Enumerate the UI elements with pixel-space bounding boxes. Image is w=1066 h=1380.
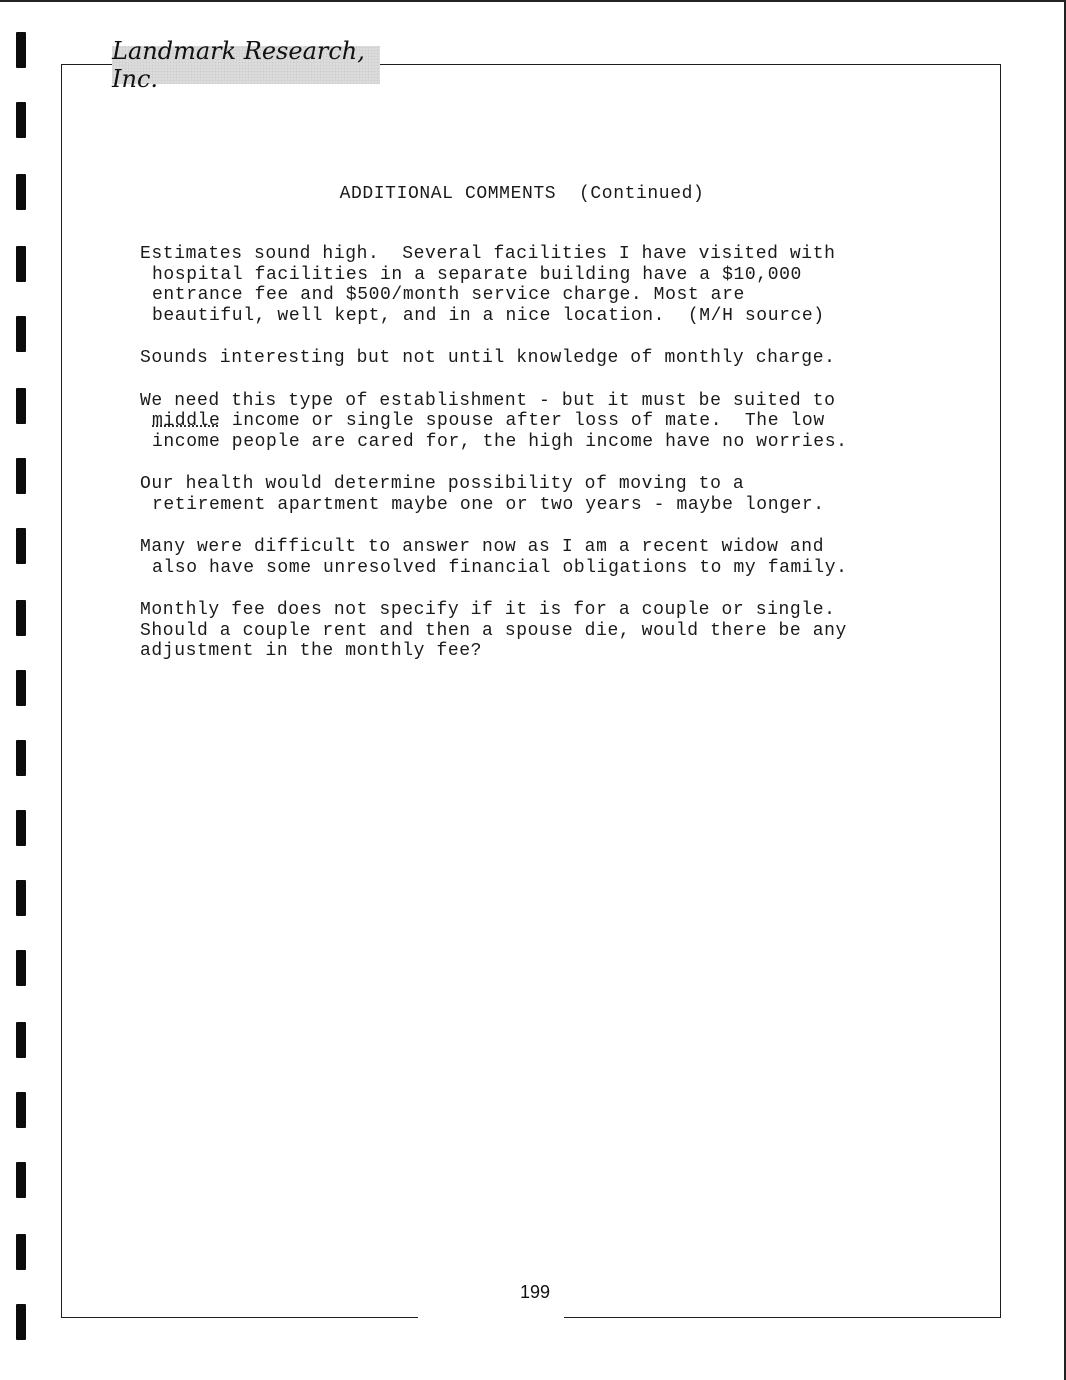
comment-line-rest: income or single spouse after loss of mate. The low: [220, 411, 825, 431]
comment-paragraph: [140, 600, 930, 662]
binding-hole: [16, 670, 26, 706]
footer-border-gap: [418, 1310, 564, 1326]
page-heading: ADDITIONAL COMMENTS (Continued): [339, 184, 705, 204]
comment-line: beautiful, well kept, and in a nice location. (M/H source): [152, 305, 825, 326]
binding-hole: [16, 740, 26, 776]
binding-hole: [16, 1022, 26, 1058]
comment-line: Many were difficult to answer now as I am a recent widow and: [140, 537, 825, 557]
comment-line: Estimates sound high. Several facilities I have visited with: [140, 244, 836, 264]
comment-paragraph: [140, 474, 930, 515]
comment-line: We need this type of establishment - but it must be suited to: [140, 390, 836, 411]
binding-hole: [16, 32, 26, 68]
binding-hole: [16, 950, 26, 986]
company-logo: [112, 37, 380, 93]
comment-line: also have some unresolved financial obligations to my family.: [152, 557, 848, 578]
comment-line: income people are cared for, the high income have no worries.: [152, 431, 848, 452]
logo-text: Landmark Research, Inc.: [112, 37, 365, 93]
binding-hole: [16, 528, 26, 564]
comment-paragraph: [140, 537, 930, 578]
comment-line: Monthly fee does not specify if it is for a couple or single.: [140, 600, 836, 620]
binding-hole: [16, 246, 26, 282]
binding-hole: [16, 880, 26, 916]
comment-line: Sounds interesting but not until knowledge of monthly charge.: [140, 348, 836, 368]
underlined-word: middle: [152, 411, 221, 431]
comment-line: adjustment in the monthly fee?: [140, 641, 483, 661]
page-number: 199: [519, 1282, 551, 1302]
comment-line: hospital facilities in a separate building have a $10,000: [152, 264, 802, 285]
binding-hole: [16, 458, 26, 494]
binding-hole: [16, 600, 26, 636]
binding-hole: [16, 388, 26, 424]
comment-line: entrance fee and $500/month service charge. Most are: [152, 285, 745, 305]
binding-hole: [16, 1234, 26, 1270]
comment-paragraph: [140, 244, 930, 326]
comment-paragraph: [140, 391, 930, 453]
binding-hole: [16, 316, 26, 352]
binding-hole: [16, 810, 26, 846]
comment-line: Our health would determine possibility of moving to a: [140, 474, 745, 494]
page-top-edge: [0, 0, 1066, 2]
comment-line: retirement apartment maybe one or two years - maybe longer.: [152, 494, 825, 515]
binding-hole: [16, 1162, 26, 1198]
binding-hole: [16, 1304, 26, 1340]
comment-paragraph: [140, 348, 930, 369]
binding-hole: [16, 102, 26, 138]
comment-line: Should a couple rent and then a spouse die, would there be any: [140, 620, 847, 641]
comment-line: [140, 411, 930, 432]
binding-hole: [16, 1092, 26, 1128]
comments-list: [140, 244, 930, 684]
